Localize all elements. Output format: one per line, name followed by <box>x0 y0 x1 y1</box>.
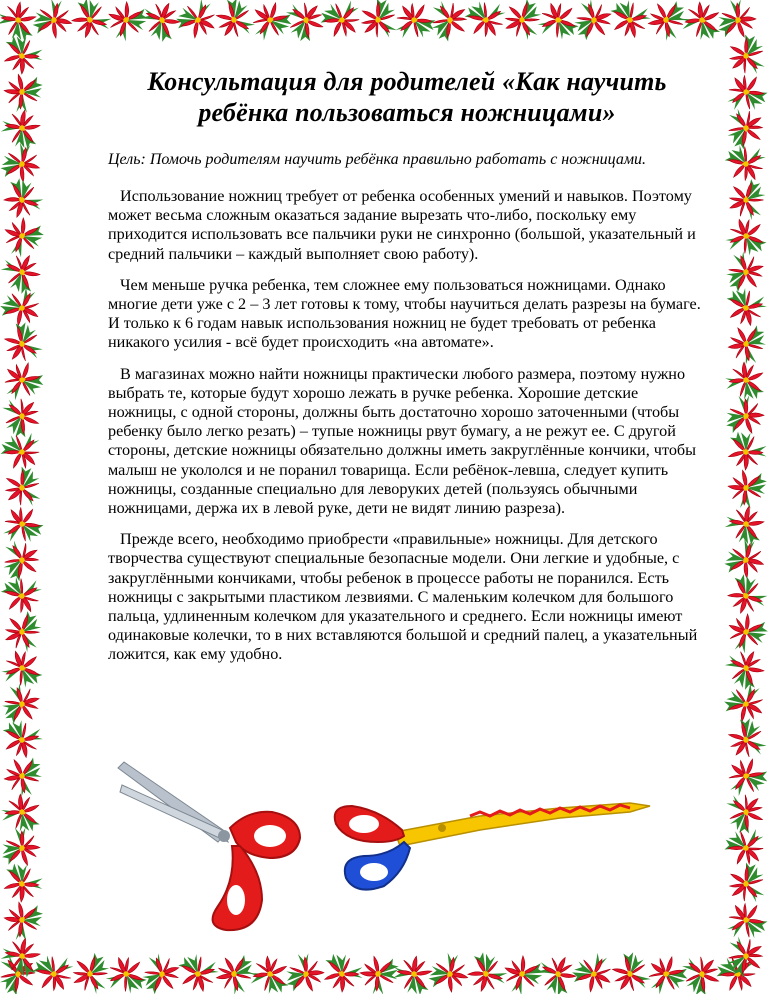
poinsettia-flower-icon <box>723 610 768 658</box>
poinsettia-flower-icon <box>0 753 48 801</box>
poinsettia-flower-icon <box>32 0 73 39</box>
poinsettia-flower-icon <box>723 537 766 580</box>
poinsettia-flower-icon <box>566 0 618 45</box>
poinsettia-flower-icon <box>353 0 408 47</box>
poinsettia-flower-icon <box>0 937 41 978</box>
poinsettia-flower-icon <box>500 953 547 994</box>
poinsettia-flower-icon <box>245 952 293 994</box>
paragraph-2: Чем меньше ручка ребенка, тем сложнее ему пользоваться ножницами. Однако многие дети уже с 2 – 3 лет готовы к тому, чтобы научиться делать разрезы на бумаге. И только к 6 годам навык использования ножниц не будет требовать от ребенка никакого усилия - всё будет происходить «на автомате». <box>108 275 701 352</box>
poinsettia-flower-icon <box>718 895 768 950</box>
poinsettia-flower-icon <box>673 948 727 994</box>
poinsettia-flower-icon <box>173 946 224 994</box>
poinsettia-flower-icon <box>70 0 114 41</box>
poinsettia-flower-icon <box>4 902 43 941</box>
poinsettia-flower-icon <box>0 109 40 149</box>
poinsettia-flower-icon <box>459 0 514 45</box>
poinsettia-flower-icon <box>244 0 297 48</box>
poinsettia-flower-icon <box>0 713 48 763</box>
poinsettia-flower-icon <box>387 0 442 50</box>
poinsettia-flower-icon <box>104 0 150 45</box>
paragraph-3: В магазинах можно найти ножницы практически любого размера, поэтому нужно выбрать те, которые будут хорошо лежать в ручке ребенка. Хорошие детские ножницы, с одной стороны, должны быть достаточно хорошо заточенными (чтобы ребенку было легко резать) – тупые ножницы рвут бумагу, а не режут ее. С другой стороны, детские ножницы обязательно должны иметь закруглённые кончики, чтобы малыш не укололся и не поранил товарища. Если ребёнок-левша, следует купить ножницы, созданные специально для леворуких детей (пользуясь обычными ножницами, держа их в левой руке, дети не видят линию разреза). <box>108 364 697 518</box>
poinsettia-flower-icon <box>0 423 49 478</box>
poinsettia-flower-icon <box>0 281 46 332</box>
poinsettia-flower-icon <box>0 356 49 409</box>
poinsettia-flower-icon <box>716 100 768 155</box>
poinsettia-flower-icon <box>677 0 724 45</box>
poinsettia-flower-icon <box>27 944 82 994</box>
poinsettia-flower-icon <box>717 785 768 839</box>
poinsettia-flower-icon <box>1 176 46 221</box>
poinsettia-flower-icon <box>0 606 51 660</box>
poinsettia-flower-icon <box>393 956 433 994</box>
poinsettia-flower-icon <box>0 389 47 443</box>
poinsettia-flower-icon <box>0 825 42 869</box>
poinsettia-flower-icon <box>0 532 47 587</box>
poinsettia-flower-icon <box>720 752 768 805</box>
poinsettia-flower-icon <box>0 678 46 729</box>
paragraph-1: Использование ножниц требует от ребенка особенных умений и навыков. Поэтому может весьма сложным оказаться задание вырезать что-либо, поскольку ему приходится использовать все пальчики руки не синхронно (большой, указательный и средний пальчики – каждый выполняет свою работу). <box>108 187 696 263</box>
poinsettia-flower-icon <box>644 0 693 45</box>
poinsettia-flower-icon <box>726 429 768 471</box>
poinsettia-flower-icon <box>420 0 475 47</box>
poinsettia-flower-icon <box>719 135 768 189</box>
poinsettia-flower-icon <box>716 928 768 983</box>
poinsettia-flower-icon <box>99 950 152 994</box>
poinsettia-flower-icon <box>0 791 44 837</box>
poinsettia-flower-icon <box>211 950 260 994</box>
page-title: Консультация для родителей «Как научить ребёнка пользоваться ножницами» <box>147 67 667 127</box>
poinsettia-flower-icon <box>722 713 768 765</box>
poinsettia-flower-icon <box>532 951 581 994</box>
poinsettia-flower-icon <box>0 460 52 515</box>
poinsettia-flower-icon <box>710 945 764 994</box>
poinsettia-flower-icon <box>568 947 618 994</box>
poinsettia-flower-icon <box>721 174 768 228</box>
poinsettia-flower-icon <box>640 950 693 994</box>
poinsettia-flower-icon <box>719 212 768 265</box>
poinsettia-flower-icon <box>0 141 42 184</box>
poinsettia-flower-icon <box>606 0 657 43</box>
paragraph-4: Прежде всего, необходимо приобрести «правильные» ножницы. Для детского творчества существуют специальные безопасные модели. Они легкие и удобные, с закруглёнными кончиками, чтобы ребенок в процессе работы не поранился. Есть ножницы с закрытыми пластиком лезвиями. С маленьким колечком для большого пальца, удлиненным колечком для указательного и среднего. Если ножницы имеют одинаковые колечки, то в них вставляются большой и средний палец, а указательный ложится, как ему удобно. <box>108 530 698 664</box>
goal-text: Цель: Помочь родителям научить ребёнка правильно работать с ножницами. <box>108 151 647 168</box>
poinsettia-flower-icon <box>0 946 43 994</box>
poinsettia-flower-icon <box>0 644 48 697</box>
poinsettia-flower-icon <box>359 955 400 994</box>
poinsettia-flower-icon <box>315 0 369 45</box>
poinsettia-flower-icon <box>719 67 768 122</box>
poinsettia-flower-icon <box>722 359 768 406</box>
document-body <box>108 66 706 677</box>
poinsettia-flower-icon <box>322 951 365 994</box>
poinsettia-flower-icon <box>0 214 47 261</box>
poinsettia-flower-icon <box>719 644 768 693</box>
poinsettia-flower-icon <box>531 0 584 49</box>
poinsettia-flower-icon <box>725 572 768 618</box>
poinsettia-flower-icon <box>722 392 766 436</box>
poinsettia-flower-icon <box>2 33 45 76</box>
poinsettia-flower-icon <box>724 505 765 546</box>
poinsettia-flower-icon <box>0 2 36 41</box>
poinsettia-flower-icon <box>281 950 327 994</box>
poinsettia-flower-icon <box>720 676 768 727</box>
poinsettia-flower-icon <box>721 856 768 911</box>
poinsettia-flower-icon <box>722 281 768 331</box>
poinsettia-flower-icon <box>606 947 658 994</box>
poinsettia-flower-icon <box>714 0 759 41</box>
poinsettia-flower-icon <box>0 317 50 369</box>
poinsettia-flower-icon <box>3 862 44 903</box>
poinsettia-flower-icon <box>210 0 261 45</box>
poinsettia-flower-icon <box>0 499 49 554</box>
poinsettia-flower-icon <box>134 947 186 994</box>
poinsettia-flower-icon <box>724 321 768 370</box>
poinsettia-flower-icon <box>428 951 470 993</box>
poinsettia-flower-icon <box>172 0 222 43</box>
poinsettia-flower-icon <box>4 73 44 113</box>
poinsettia-flower-icon <box>718 818 768 873</box>
poinsettia-flower-icon <box>0 567 49 621</box>
poinsettia-flower-icon <box>65 947 119 994</box>
poinsettia-flower-icon <box>466 950 510 994</box>
poinsettia-flower-icon <box>721 28 768 83</box>
poinsettia-flower-icon <box>718 245 768 297</box>
poinsettia-flower-icon <box>497 0 551 47</box>
poinsettia-flower-icon <box>277 0 331 47</box>
poinsettia-flower-icon <box>136 0 184 45</box>
poinsettia-flower-icon <box>0 249 44 298</box>
poinsettia-flower-icon <box>728 470 768 510</box>
